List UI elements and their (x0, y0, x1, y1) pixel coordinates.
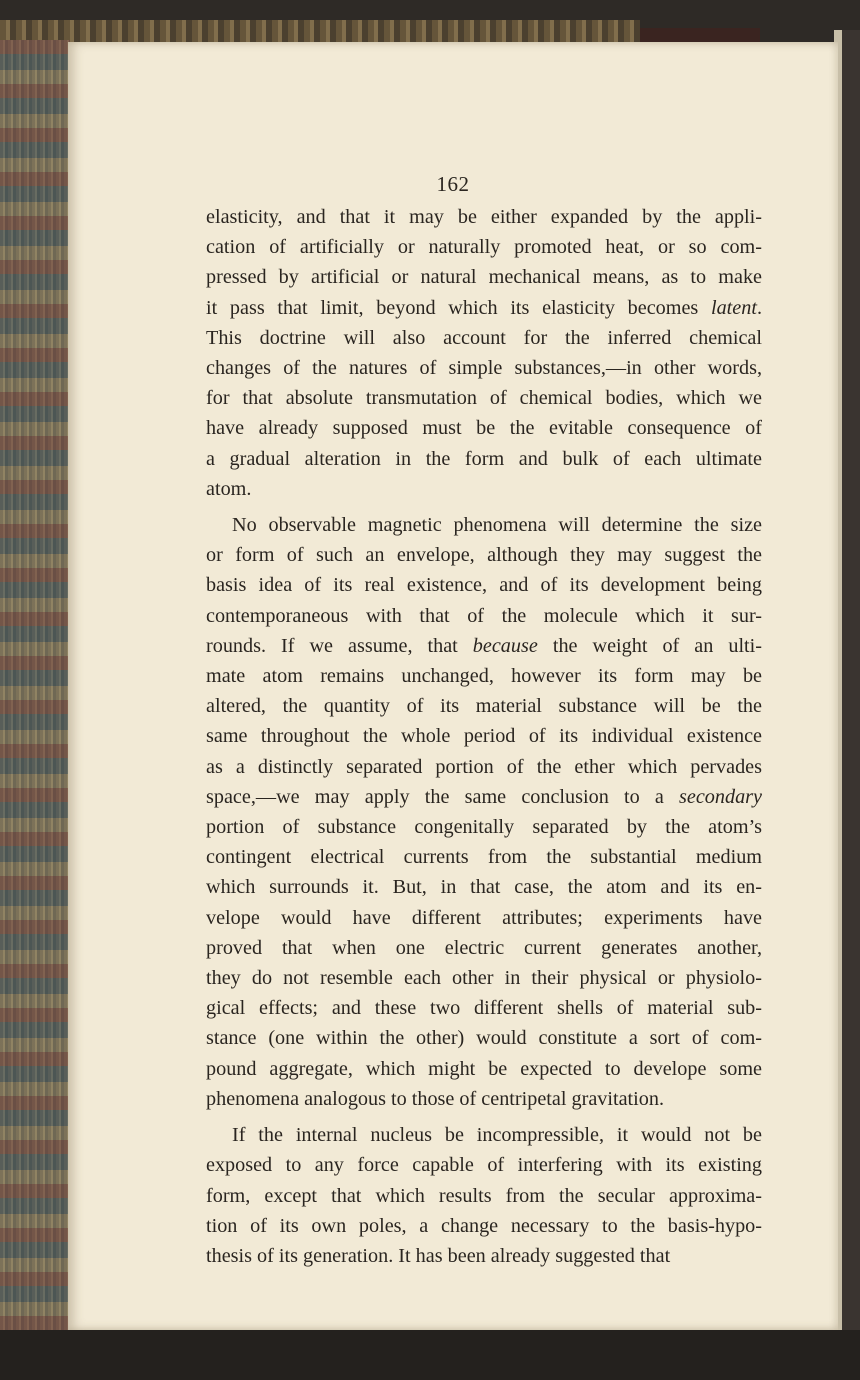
text-line: pressed by artificial or natural mechanical means, as to make (206, 266, 762, 289)
text-line: contemporaneous with that of the molecule which it sur- (206, 604, 762, 627)
text-line: altered, the quantity of its material substance will be the (206, 695, 762, 718)
page-body-text (206, 202, 762, 1271)
marbled-page-edge (0, 40, 70, 1340)
text-line: have already supposed must be the evitable consequence of (206, 417, 762, 440)
text-line: thesis of its generation. It has been already suggested that (206, 1244, 671, 1267)
paragraph (206, 510, 762, 1114)
book-page (68, 42, 838, 1330)
text-line: space,—we may apply the same conclusion to a secondary (206, 785, 762, 808)
text-line: they do not resemble each other in their physical or physiolo- (206, 967, 762, 990)
text-line: cation of artificially or naturally promoted heat, or so com- (206, 236, 762, 259)
text-line: No observable magnetic phenomena will determine the size (232, 514, 762, 537)
text-line: or form of such an envelope, although they may suggest the (206, 544, 762, 567)
text-line: This doctrine will also account for the inferred chemical (206, 326, 762, 349)
text-line: mate atom remains unchanged, however its form may be (206, 665, 762, 688)
text-line: as a distinctly separated portion of the ether which pervades (206, 755, 762, 778)
text-line: contingent electrical currents from the substantial medium (206, 846, 762, 869)
text-line: it pass that limit, beyond which its elasticity becomes latent. (206, 296, 762, 319)
paragraph (206, 202, 762, 504)
text-line: velope would have different attributes; experiments have (206, 906, 762, 929)
text-line: stance (one within the other) would constitute a sort of com- (206, 1027, 762, 1050)
text-line: rounds. If we assume, that because the weight of an ulti- (206, 634, 763, 657)
text-line: which surrounds it. But, in that case, the atom and its en- (206, 876, 762, 899)
text-line: tion of its own poles, a change necessary to the basis-hypo- (206, 1214, 762, 1237)
text-line: form, except that which results from the secular approxima- (206, 1184, 762, 1207)
text-line: basis idea of its real existence, and of its development being (206, 574, 762, 597)
text-line: gical effects; and these two different shells of material sub- (206, 997, 762, 1020)
text-line: changes of the natures of simple substances,—in other words, (206, 357, 762, 380)
scan-background (0, 1330, 860, 1380)
text-line: proved that when one electric current generates another, (206, 936, 762, 959)
text-line: portion of substance congenitally separated by the atom’s (206, 816, 762, 839)
text-line: atom. (206, 477, 252, 500)
page-number: 162 (436, 172, 470, 196)
text-line: If the internal nucleus be incompressible, it would not be (232, 1124, 762, 1147)
text-line: pound aggregate, which might be expected to develope some (206, 1057, 762, 1080)
text-line: for that absolute transmutation of chemical bodies, which we (206, 387, 762, 410)
paragraph (206, 1120, 762, 1271)
text-line: a gradual alteration in the form and bulk of each ultimate (206, 447, 762, 470)
text-line: exposed to any force capable of interfering with its existing (206, 1154, 762, 1177)
text-line: phenomena analogous to those of centripetal gravitation. (206, 1087, 665, 1110)
text-line: same throughout the whole period of its individual existence (206, 725, 762, 748)
text-line: elasticity, and that it may be either expanded by the appli- (206, 206, 762, 228)
